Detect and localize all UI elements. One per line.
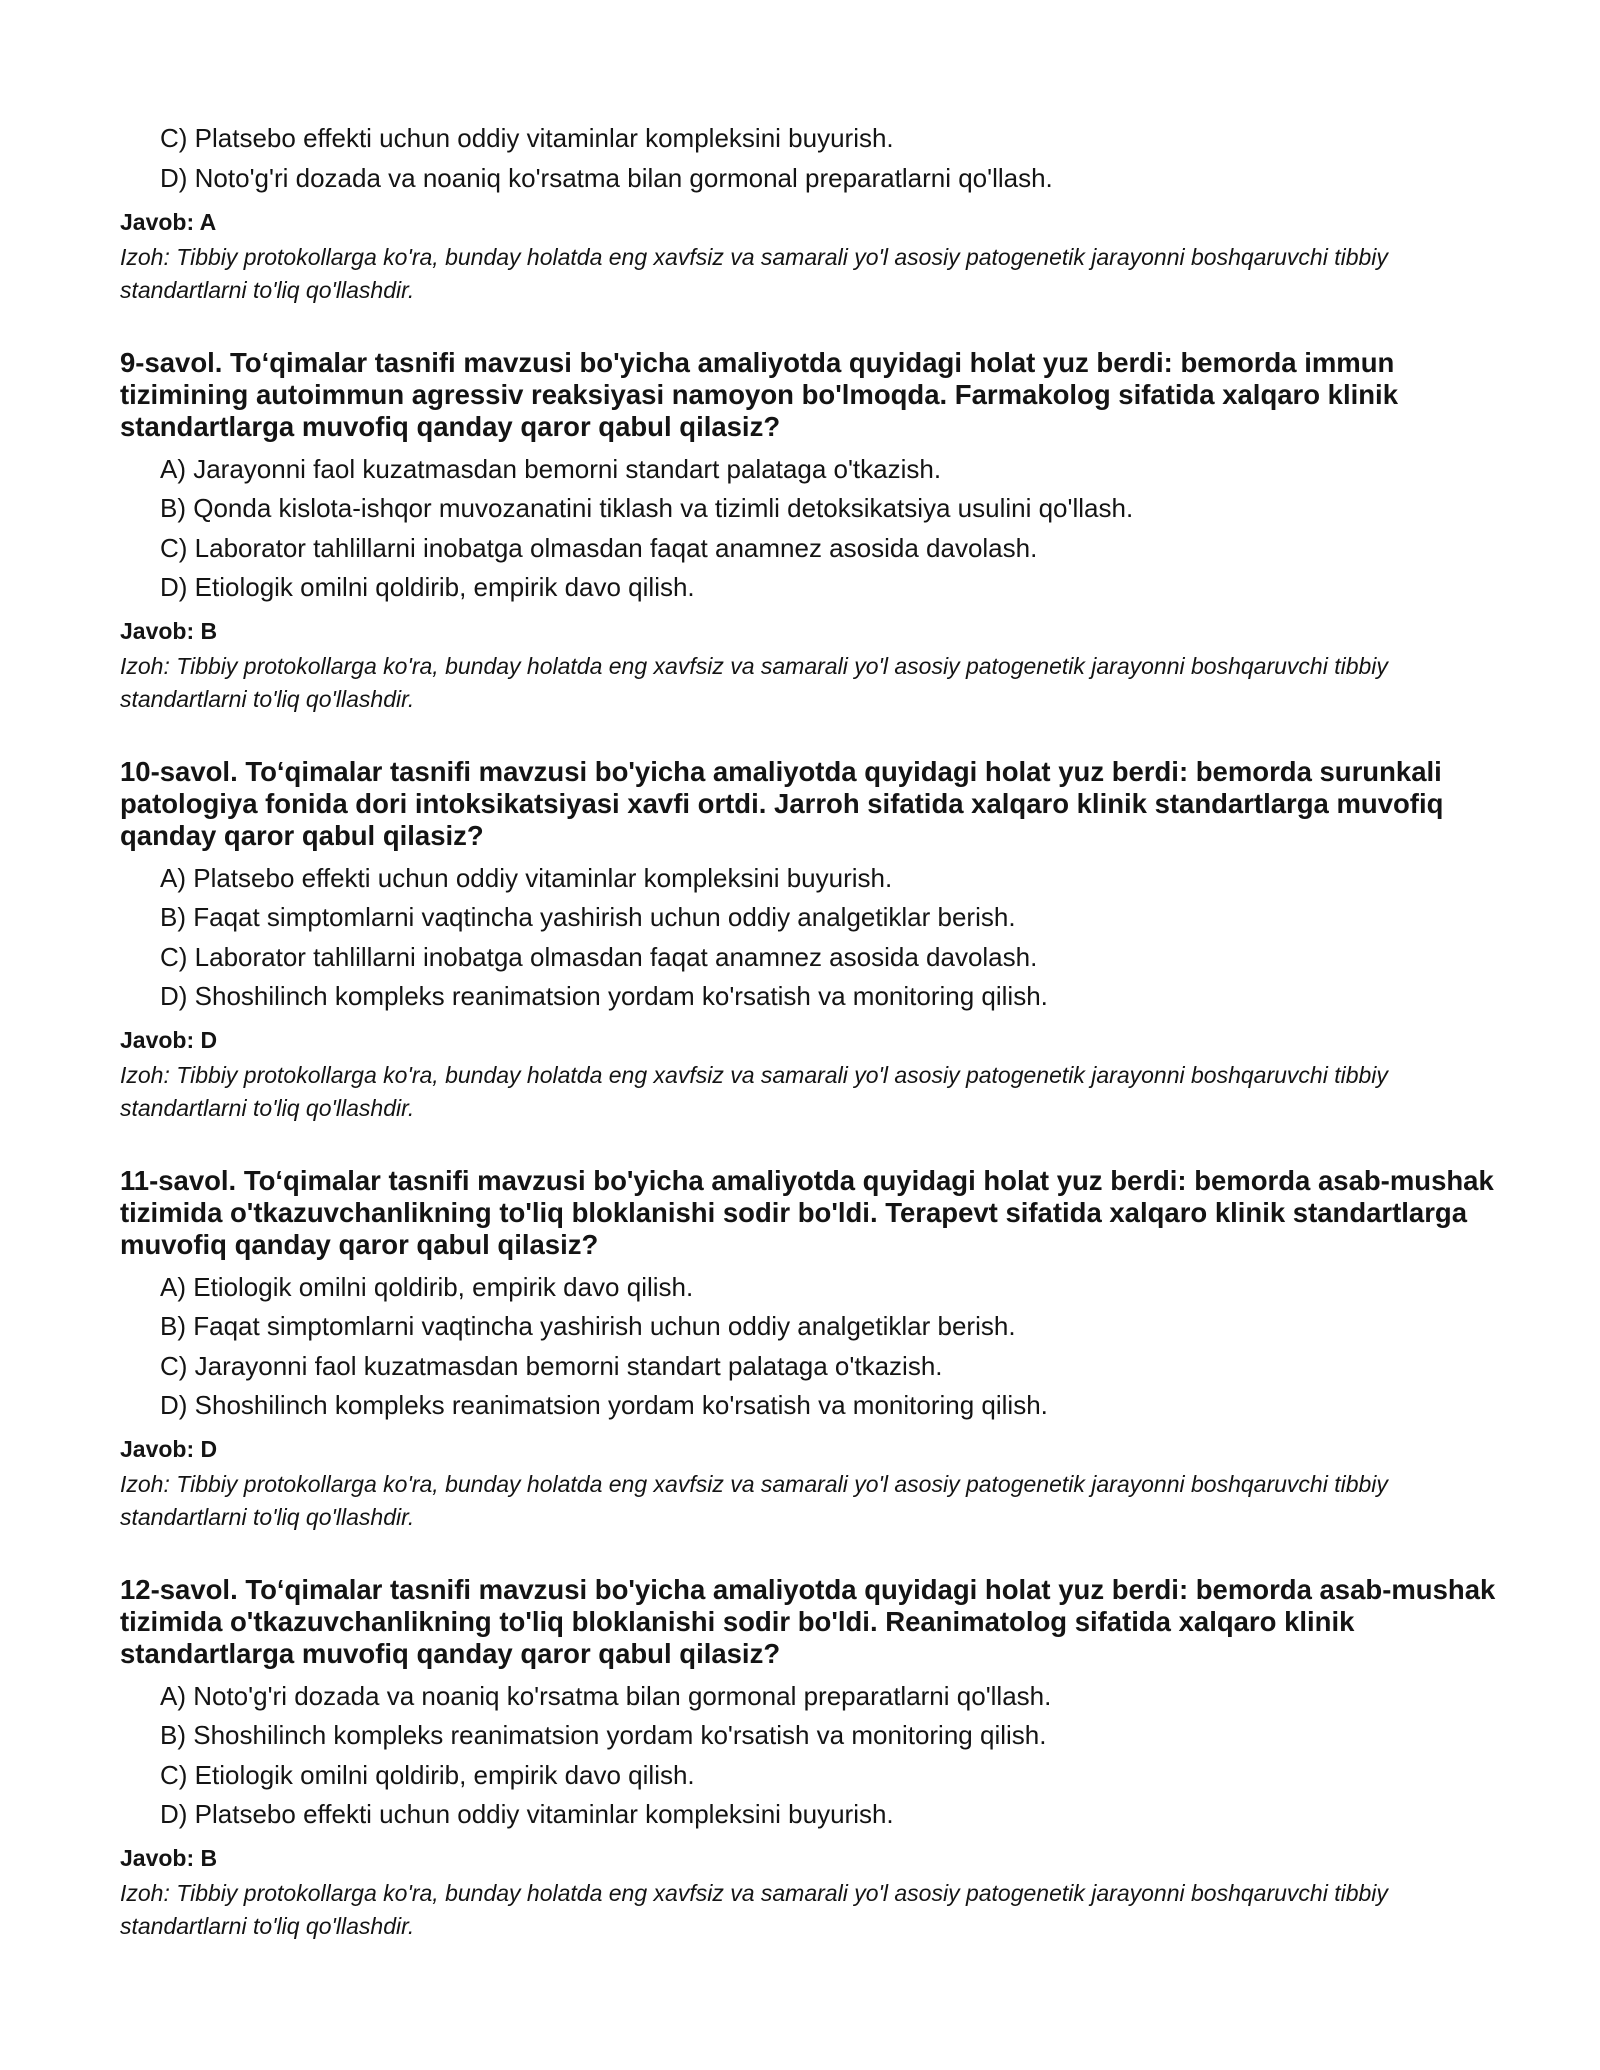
option-b: B) Faqat simptomlarni vaqtincha yashirish uchun oddiy analgetiklar berish. [160, 902, 1016, 932]
option-c: C) Etiologik omilni qoldirib, empirik davo qilish. [160, 1760, 695, 1790]
option-d: D) Etiologik omilni qoldirib, empirik davo qilish. [160, 572, 695, 602]
question-12-text: 12-savol. To‘qimalar tasnifi mavzusi bo'yicha amaliyotda quyidagi holat yuz berdi: bemorda asab-mushak tizimida o'tkazuvchanlikning to'liq bloklanishi sodir bo'ldi. Reanimatolog sifatida xalqaro klinik standartlarga muvofiq qanday qaror qabul qilasiz? [120, 1574, 1496, 1669]
question-11-text: 11-savol. To‘qimalar tasnifi mavzusi bo'yicha amaliyotda quyidagi holat yuz berdi: bemorda asab-mushak tizimida o'tkazuvchanlikning to'liq bloklanishi sodir bo'ldi. Terapevt sifatida xalqaro klinik standartlarga muvofiq qanday qaror qabul qilasiz? [120, 1165, 1494, 1260]
answer-label: Javob: D [120, 1027, 218, 1053]
explanation-note: Izoh: Tibbiy protokollarga ko'ra, bunday holatda eng xavfsiz va samarali yo'l asosiy patogenetik jarayonni boshqaruvchi tibbiy standartlarni to'liq qo'llashdir. [120, 1880, 1388, 1939]
question-10-text: 10-savol. To‘qimalar tasnifi mavzusi bo'yicha amaliyotda quyidagi holat yuz berdi: bemorda surunkali patologiya fonida dori intoksikatsiyasi xavfi ortdi. Jarroh sifatida xalqaro klinik standartlarga muvofiq qanday qaror qabul qilasiz? [120, 756, 1444, 851]
option-a: A) Etiologik omilni qoldirib, empirik davo qilish. [160, 1272, 694, 1302]
option-b: B) Shoshilinch kompleks reanimatsion yordam ko'rsatish va monitoring qilish. [160, 1720, 1047, 1750]
answer-label: Javob: B [120, 1845, 218, 1871]
option-c: C) Platsebo effekti uchun oddiy vitaminlar kompleksini buyurish. [160, 123, 894, 153]
answer-label: Javob: D [120, 1436, 218, 1462]
explanation-note: Izoh: Tibbiy protokollarga ko'ra, bunday holatda eng xavfsiz va samarali yo'l asosiy patogenetik jarayonni boshqaruvchi tibbiy standartlarni to'liq qo'llashdir. [120, 244, 1388, 303]
question-9-text: 9-savol. To‘qimalar tasnifi mavzusi bo'yicha amaliyotda quyidagi holat yuz berdi: bemorda immun tizimining autoimmun agressiv reaksiyasi namoyon bo'lmoqda. Farmakolog sifatida xalqaro klinik standartlarga muvofiq qanday qaror qabul qilasiz? [120, 347, 1398, 442]
option-d: D) Shoshilinch kompleks reanimatsion yordam ko'rsatish va monitoring qilish. [160, 1390, 1048, 1420]
option-b: B) Qonda kislota-ishqor muvozanatini tiklash va tizimli detoksikatsiya usulini qo'llash. [160, 493, 1134, 523]
explanation-note: Izoh: Tibbiy protokollarga ko'ra, bunday holatda eng xavfsiz va samarali yo'l asosiy patogenetik jarayonni boshqaruvchi tibbiy standartlarni to'liq qo'llashdir. [120, 1062, 1388, 1121]
answer-label: Javob: B [120, 618, 218, 644]
answer-label: Javob: A [120, 209, 217, 235]
option-a: A) Jarayonni faol kuzatmasdan bemorni standart palataga o'tkazish. [160, 454, 942, 484]
option-d: D) Noto'g'ri dozada va noaniq ko'rsatma bilan gormonal preparatlarni qo'llash. [160, 163, 1053, 193]
explanation-note: Izoh: Tibbiy protokollarga ko'ra, bunday holatda eng xavfsiz va samarali yo'l asosiy patogenetik jarayonni boshqaruvchi tibbiy standartlarni to'liq qo'llashdir. [120, 653, 1388, 712]
option-c: C) Laborator tahlillarni inobatga olmasdan faqat anamnez asosida davolash. [160, 942, 1038, 972]
option-a: A) Noto'g'ri dozada va noaniq ko'rsatma bilan gormonal preparatlarni qo'llash. [160, 1681, 1052, 1711]
option-d: D) Platsebo effekti uchun oddiy vitaminlar kompleksini buyurish. [160, 1799, 894, 1829]
option-c: C) Laborator tahlillarni inobatga olmasdan faqat anamnez asosida davolash. [160, 533, 1038, 563]
option-c: C) Jarayonni faol kuzatmasdan bemorni standart palataga o'tkazish. [160, 1351, 943, 1381]
option-a: A) Platsebo effekti uchun oddiy vitaminlar kompleksini buyurish. [160, 863, 893, 893]
option-b: B) Faqat simptomlarni vaqtincha yashirish uchun oddiy analgetiklar berish. [160, 1311, 1016, 1341]
explanation-note: Izoh: Tibbiy protokollarga ko'ra, bunday holatda eng xavfsiz va samarali yo'l asosiy patogenetik jarayonni boshqaruvchi tibbiy standartlarni to'liq qo'llashdir. [120, 1471, 1388, 1530]
option-d: D) Shoshilinch kompleks reanimatsion yordam ko'rsatish va monitoring qilish. [160, 981, 1048, 1011]
